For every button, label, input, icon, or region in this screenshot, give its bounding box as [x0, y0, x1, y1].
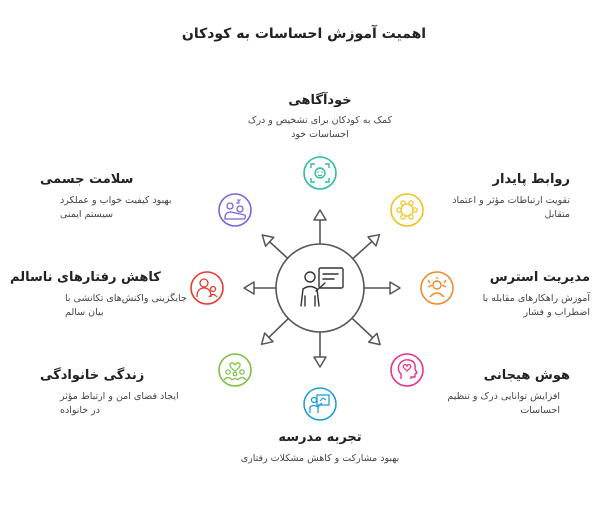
item-title-8: سلامت جسمی — [40, 172, 134, 187]
arrow-4 — [352, 318, 380, 344]
item-desc-2: تقویت ارتباطات مؤثر و اعتماد متقابل — [452, 195, 570, 220]
arrow-1 — [314, 210, 326, 244]
node-6 — [219, 354, 251, 386]
node-7 — [191, 272, 223, 304]
item-title-7: کاهش رفتارهای ناسالم — [10, 270, 161, 285]
item-title-2: روابط پایدار — [492, 172, 570, 187]
item-title-4: هوش هیجانی — [483, 368, 570, 383]
item-desc-6: ایجاد فضای امن و ارتباط مؤثر در خانواده — [60, 391, 179, 416]
node-4 — [391, 354, 423, 386]
arrow-3 — [364, 282, 400, 294]
item-title-5: تجربه مدرسه — [278, 430, 362, 445]
arrow-7 — [244, 282, 276, 294]
arrow-2 — [353, 235, 380, 259]
item-title-1: خودآگاهی — [288, 93, 352, 108]
arrow-8 — [262, 235, 287, 258]
page-title: اهمیت آموزش احساسات به کودکان — [181, 26, 427, 42]
arrow-6 — [262, 319, 289, 345]
arrow-5 — [314, 332, 326, 367]
item-title-6: زندگی خانوادگی — [40, 368, 145, 383]
node-1 — [304, 157, 336, 189]
node-3 — [421, 272, 453, 304]
item-desc-5: بهبود مشارکت و کاهش مشکلات رفتاری — [240, 453, 400, 464]
node-8 — [219, 194, 251, 226]
item-desc-1: کمک به کودکان برای تشخیص و درک احساسات خود — [247, 115, 393, 140]
item-desc-7: جایگزینی واکنش‌های تکانشی با بیان سالم — [65, 293, 187, 318]
item-desc-8: بهبود کیفیت خواب و عملکرد سیستم ایمنی — [60, 195, 172, 220]
item-title-3: مدیریت استرس — [489, 270, 590, 285]
item-desc-4: افزایش توانایی درک و تنظیم احساسات — [447, 391, 560, 416]
item-desc-3: آموزش راهکارهای مقابله با اضطراب و فشار — [482, 293, 590, 318]
node-2 — [391, 194, 423, 226]
node-5 — [304, 388, 336, 420]
